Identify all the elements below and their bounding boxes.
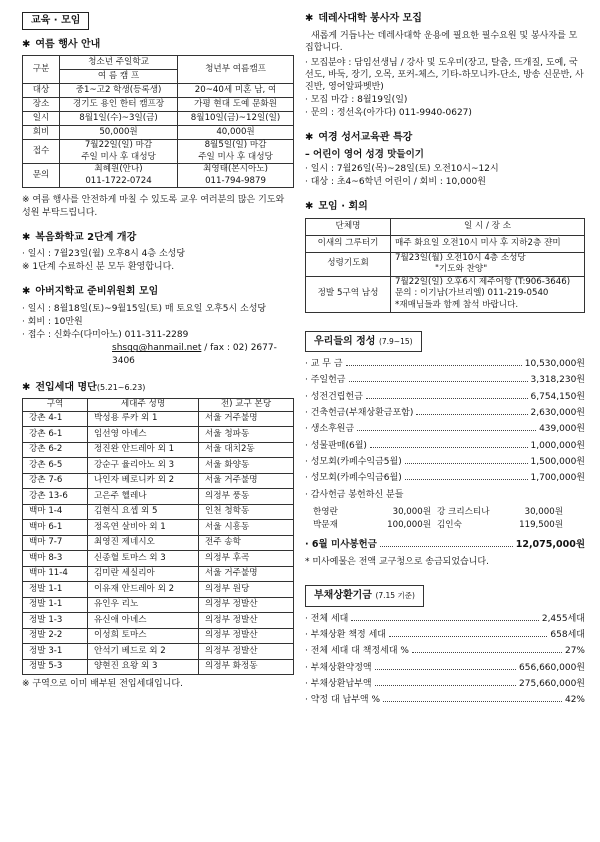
table-row: 회비 50,000원 40,000원 [23, 126, 294, 140]
bible-subtitle: – 어린이 영어 성경 맛들이기 [305, 148, 424, 160]
gospel-section-title: ✱ 복음화학교 2단계 개강 [22, 231, 137, 243]
right-column [305, 0, 585, 711]
settlers-table-body [23, 411, 294, 675]
donor-list [305, 507, 585, 532]
teresa-fields: · 모집분야 : 담임선생님 / 강사 및 도우미(장고, 탈춤, 뜨개질, 도예, 국선도, 바둑, 장기, 오목, 포커-체스, 기타-하모니카-단소, 방송 신문반, 사진반, 영어알파벳반) [305, 57, 584, 93]
teresa-section-title: ✱ 데레사대학 봉사자 모집 [305, 13, 422, 24]
table-row: 정발 1-1 유인우 리노 의정부 정발산 [23, 597, 294, 613]
email-link[interactable]: shsgg@hanmail.net [112, 343, 202, 354]
table-row: 이새의 그루터기 매주 화요일 오전10시 미사 후 지하2층 쟌미 [306, 235, 585, 252]
table-row: 정발 5-3 양현진 요왕 외 3 의정부 화정동 [23, 659, 294, 675]
father-school-email-line [22, 342, 294, 366]
teresa-contact: · 문의 : 정선옥(아가다) 011-9940-0627) [305, 108, 472, 119]
table-row: 일시 8월1일(수)~3일(금) 8월10일(금)~12일(일) [23, 112, 294, 126]
settlers-section-title: ✱ 전입세대 명단(5.21~6.23) [22, 381, 146, 393]
summer-events-table [22, 55, 294, 188]
summer-section-title: ✱ 여름 행사 안내 [22, 38, 101, 50]
father-school-contact: · 접수 : 신화수(다미아노) 011-311-2289 [22, 330, 189, 341]
table-row: 백마 7-7 최영진 제네시오 전주 송학 [23, 535, 294, 551]
table-row: 강촌 4-1 박성용 루카 외 1 서울 거주불명 [23, 411, 294, 427]
table-row: 정발 2-2 이성희 토마스 의정부 정발산 [23, 628, 294, 644]
table-row: 대상 중1~고2 학생(등록생) 20~40세 미혼 남, 여 [23, 84, 294, 98]
list-item: · 부채상환납부액 275,660,000원 [305, 678, 585, 689]
list-item: · 부채상환약정액 656,660,000원 [305, 662, 585, 673]
settlers-note: ※ 구역으로 이미 배부된 전입세대입니다. [22, 679, 183, 690]
list-item: · 성모회(카페수익금6월) 1,700,000원 [305, 473, 585, 484]
asterisk-icon: ✱ [305, 132, 314, 144]
table-row: 접수 7월22일(일) 마감 주일 미사 후 대성당 8월5일(일) 마감 주일 미사 후 대성당 [23, 140, 294, 164]
list-item: · 전체 세대 대 책정세대 % 27% [305, 646, 585, 657]
teresa-intro: 새롭게 거듭나는 데레사대학 운용에 필요한 필수요원 및 봉사자를 모집합니다. [305, 30, 578, 53]
meeting-table [305, 218, 585, 313]
list-item: · 건축헌금(부채상환금포함) 2,630,000원 [305, 408, 585, 419]
table-row: 정발 1-3 유신애 아녜스 의정부 정발산 [23, 613, 294, 629]
asterisk-icon: ✱ [22, 38, 31, 50]
table-row: 강촌 6-5 강순구 율리아노 외 3 서울 화양동 [23, 458, 294, 474]
table-header-youth-camp: 여 름 캠 프 [60, 70, 178, 84]
table-row: 백마 11-4 김미란 세실리아 서울 거주불명 [23, 566, 294, 582]
table-header-division: 구분 [23, 56, 60, 84]
asterisk-icon: ✱ [305, 201, 314, 213]
gospel-note: ※ 1단계 수료하신 분 모두 환영합니다. [22, 262, 175, 273]
list-item: · 전체 세대 2,455세대 [305, 613, 585, 624]
teresa-deadline: · 모집 마감 : 8월19일(일) [305, 95, 408, 106]
table-header-young-adult: 청년부 여름캠프 [178, 56, 294, 84]
father-school-schedule: · 일시 : 8월18일(토)~9월15일(토) 매 토요일 오후5시 소성당 [22, 303, 267, 314]
donor-row: 한영란 30,000원 강 크리스티나 30,000원 [313, 506, 563, 517]
table-row: 성령기도회 7월23일(월) 오전10시 4층 소성당 "기도와 찬양" [306, 252, 585, 276]
father-school-section-title: ✱ 아버지학교 준비위원회 모임 [22, 286, 159, 298]
table-header-youth: 청소년 주일학교 [60, 56, 178, 70]
debt-title-box: 부채상환기금 (7.15 기준) [305, 585, 424, 607]
section-header-label: 교육 · 모임 [22, 12, 89, 30]
asterisk-icon: ✱ [22, 381, 31, 393]
meeting-section-title: ✱ 모임 · 회의 [305, 201, 368, 213]
list-item: · 약정 대 납부액 % 42% [305, 695, 585, 706]
table-row: 강촌 6-2 정진완 안드레아 외 1 서울 대치2동 [23, 442, 294, 458]
table-row: 정발 1-1 이유재 안드레아 외 2 의정부 원당 [23, 582, 294, 598]
table-row: 문의 최혜원(안나) 011-1722-0724 최영태(본시아노) 011-794-9879 [23, 164, 294, 188]
asterisk-icon: ✱ [22, 231, 31, 243]
settlers-header-row: 구역 세대주 성명 전) 교구 본당 [23, 399, 294, 412]
table-row: 백마 6-1 정옥연 살비아 외 1 서울 시흥동 [23, 520, 294, 536]
table-row: 백마 8-3 신종혈 토마스 외 3 의정부 후곡 [23, 551, 294, 567]
debt-list [305, 613, 585, 707]
list-item: · 생소후원금 439,000원 [305, 424, 585, 435]
table-row: 장소 경기도 용인 한터 캠프장 가평 현대 도예 문화원 [23, 98, 294, 112]
table-row: 강촌 13-6 고은주 헬레나 의정부 풍동 [23, 489, 294, 505]
asterisk-icon: ✱ [22, 286, 31, 298]
list-item: · 성모회(카페수익금5월) 1,500,000원 [305, 457, 585, 468]
table-row: 정발 5구역 남성 7월22일(일) 오후6시 제주어항 (T:906-3646) 문의 : 이기남(가브리엘) 011-219-0540 *재매님들과 함께 참석 바랍니다. [306, 276, 585, 312]
list-item: · 주일헌금 3,318,230원 [305, 375, 585, 386]
mass-offering-total: · 6월 미사봉헌금 12,075,000원 [305, 539, 585, 550]
settlers-table [22, 398, 294, 675]
table-row: 강촌 6-1 임선영 아녜스 서울 청파동 [23, 427, 294, 443]
list-item: · 부채상환 책정 세대 658세대 [305, 629, 585, 640]
summer-note: ※ 여름 행사를 안전하게 마칠 수 있도록 교우 여러분의 많은 기도와 성원 부탁드립니다. [22, 195, 285, 218]
donor-row: 박문재 100,000원 김인숙 119,500원 [313, 520, 563, 531]
bible-schedule: · 일시 : 7월26일(목)~28일(토) 오전10시~12시 [305, 163, 499, 174]
table-row: 백마 1-4 김현식 요셉 외 5 인천 청학동 [23, 504, 294, 520]
left-column [22, 0, 294, 693]
offering-title-box: 우리들의 정성 (7.9~15) [305, 331, 422, 353]
list-item: · 교 무 금 10,530,000원 [305, 359, 585, 370]
offering-note: * 미사예물은 전액 교구청으로 송금되었습니다. [305, 557, 489, 567]
offering-list [305, 358, 585, 484]
table-row: 정발 3-1 안석기 베드로 외 2 의정부 정발산 [23, 644, 294, 660]
list-item: · 성전건립헌금 6,754,150원 [305, 391, 585, 402]
thanks-label: · 감사헌금 봉헌하신 분들 [305, 489, 404, 500]
meeting-header-row: 단체명 일 시 / 장 소 [306, 218, 585, 235]
list-item: · 성물판매(6월) 1,000,000원 [305, 440, 585, 451]
asterisk-icon: ✱ [305, 13, 314, 24]
fax-number: / fax : 02) 2677-3406 [112, 343, 277, 366]
bible-target: · 대상 : 초4~6학년 어린이 / 회비 : 10,000원 [305, 176, 486, 187]
table-row: 강촌 7-6 나인자 베로니카 외 2 서울 거주불명 [23, 473, 294, 489]
bible-section-title: ✱ 여경 성서교육관 특강 [305, 132, 413, 144]
father-school-fee: · 회비 : 10만원 [22, 317, 83, 328]
gospel-schedule: · 일시 : 7월23일(월) 오후8시 4층 소성당 [22, 249, 186, 260]
